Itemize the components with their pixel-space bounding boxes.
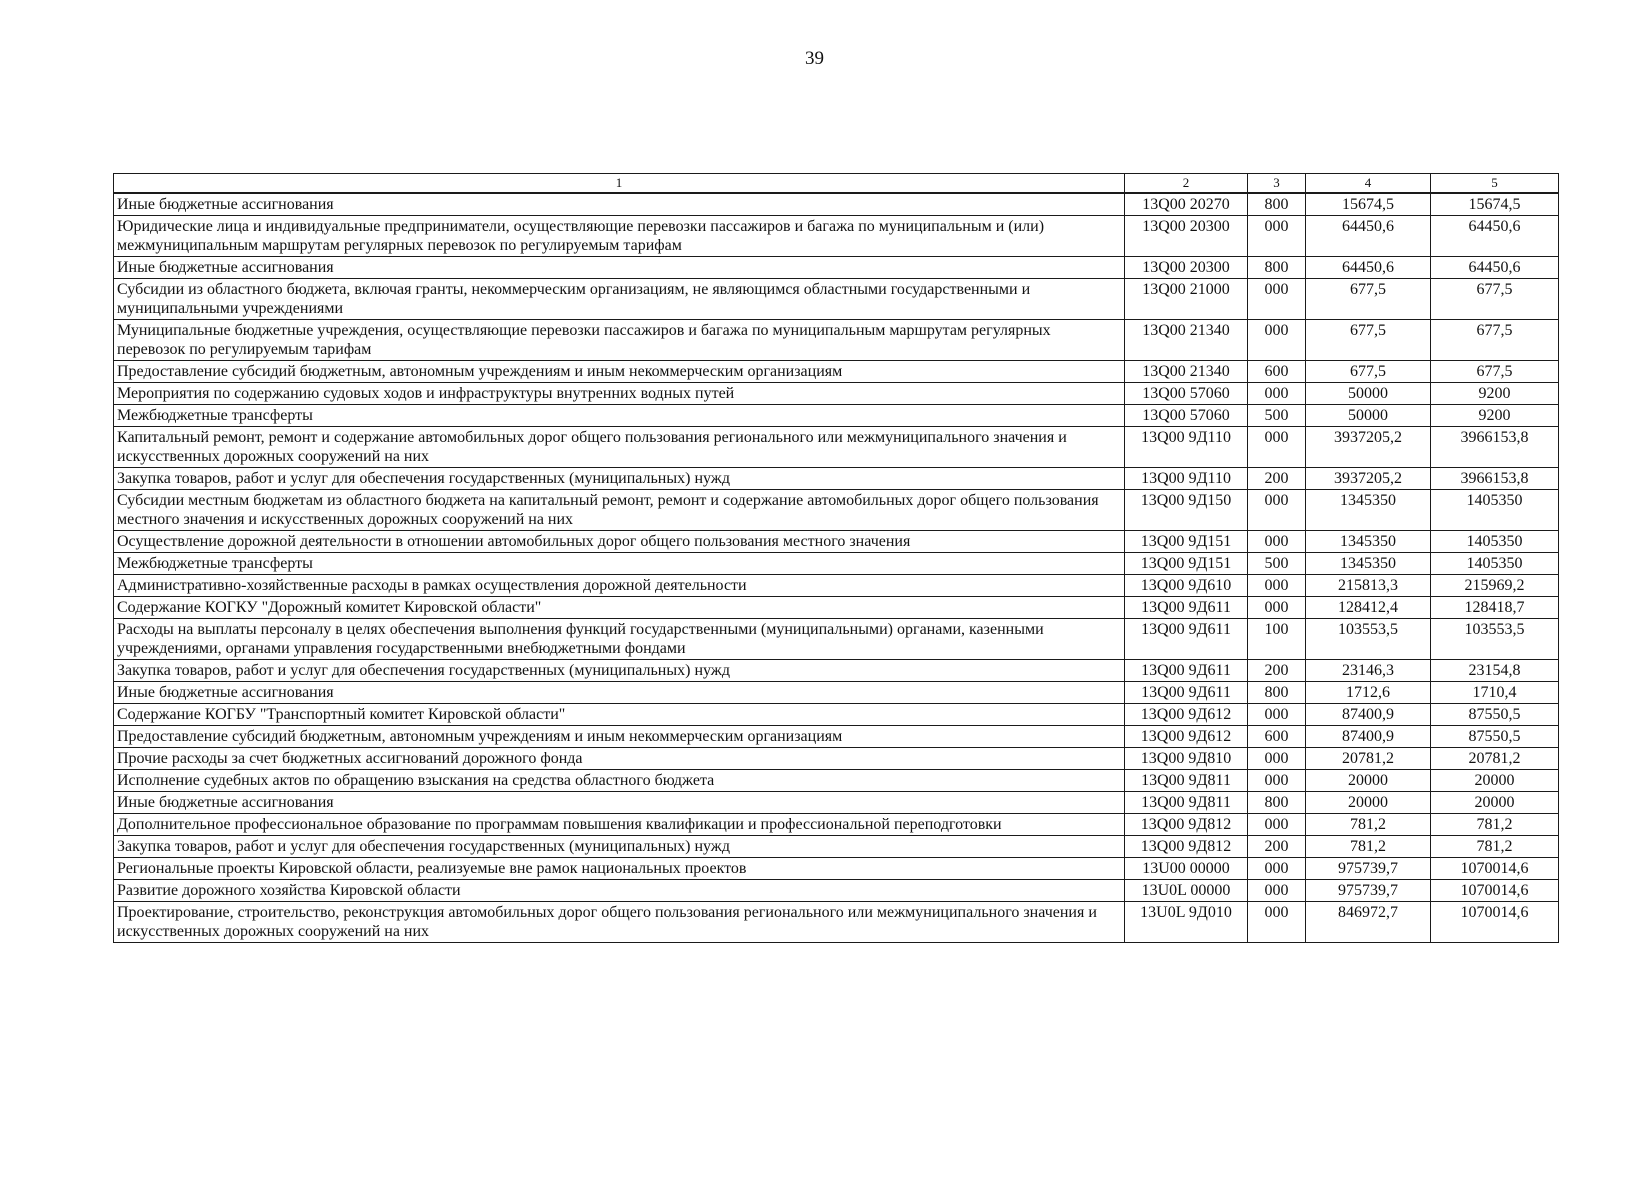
row-code-cell: 13Q00 9Д110 <box>1125 468 1248 490</box>
row-kind-cell: 000 <box>1248 490 1306 531</box>
row-value-col5-cell: 20000 <box>1431 770 1559 792</box>
row-name-cell: Развитие дорожного хозяйства Кировской области <box>114 880 1125 902</box>
row-kind-cell: 600 <box>1248 361 1306 383</box>
row-code-cell: 13Q00 9Д611 <box>1125 682 1248 704</box>
row-code-cell: 13U0L 00000 <box>1125 880 1248 902</box>
row-kind-cell: 000 <box>1248 858 1306 880</box>
row-value-col4-cell: 64450,6 <box>1306 257 1431 279</box>
row-name-cell: Субсидии местным бюджетам из областного бюджета на капитальный ремонт, ремонт и содержание автомобильных дорог общего пользования местного значения и искусственных дорожных сооружений на них <box>114 490 1125 531</box>
row-code-cell: 13Q00 21340 <box>1125 361 1248 383</box>
row-kind-cell: 000 <box>1248 279 1306 320</box>
table-row <box>114 619 1559 660</box>
row-name-cell: Муниципальные бюджетные учреждения, осуществляющие перевозки пассажиров и багажа по муниципальным маршрутам регулярных перевозок по регулируемым тарифам <box>114 320 1125 361</box>
row-value-col4-cell: 3937205,2 <box>1306 427 1431 468</box>
table-row <box>114 880 1559 902</box>
table-row <box>114 361 1559 383</box>
row-value-col4-cell: 20781,2 <box>1306 748 1431 770</box>
row-value-col5-cell: 1405350 <box>1431 553 1559 575</box>
row-name-cell: Содержание КОГБУ "Транспортный комитет Кировской области" <box>114 704 1125 726</box>
table-row <box>114 575 1559 597</box>
column-header-3: 3 <box>1248 174 1306 194</box>
row-value-col5-cell: 677,5 <box>1431 361 1559 383</box>
row-value-col4-cell: 20000 <box>1306 792 1431 814</box>
row-name-cell: Иные бюджетные ассигнования <box>114 682 1125 704</box>
row-code-cell: 13Q00 9Д110 <box>1125 427 1248 468</box>
row-kind-cell: 000 <box>1248 748 1306 770</box>
row-kind-cell: 500 <box>1248 553 1306 575</box>
table-row <box>114 704 1559 726</box>
row-kind-cell: 800 <box>1248 193 1306 216</box>
row-value-col4-cell: 103553,5 <box>1306 619 1431 660</box>
table-row <box>114 814 1559 836</box>
row-kind-cell: 000 <box>1248 575 1306 597</box>
row-name-cell: Межбюджетные трансферты <box>114 405 1125 427</box>
row-code-cell: 13Q00 9Д612 <box>1125 704 1248 726</box>
row-value-col5-cell: 20000 <box>1431 792 1559 814</box>
table-row <box>114 770 1559 792</box>
row-code-cell: 13Q00 9Д611 <box>1125 619 1248 660</box>
row-value-col5-cell: 64450,6 <box>1431 216 1559 257</box>
row-value-col5-cell: 87550,5 <box>1431 726 1559 748</box>
row-value-col4-cell: 781,2 <box>1306 814 1431 836</box>
row-kind-cell: 500 <box>1248 405 1306 427</box>
row-value-col5-cell: 1070014,6 <box>1431 880 1559 902</box>
row-code-cell: 13Q00 9Д812 <box>1125 836 1248 858</box>
row-value-col4-cell: 64450,6 <box>1306 216 1431 257</box>
row-value-col4-cell: 1345350 <box>1306 490 1431 531</box>
row-kind-cell: 100 <box>1248 619 1306 660</box>
row-name-cell: Иные бюджетные ассигнования <box>114 792 1125 814</box>
row-code-cell: 13Q00 57060 <box>1125 383 1248 405</box>
row-value-col5-cell: 15674,5 <box>1431 193 1559 216</box>
table-row <box>114 726 1559 748</box>
row-value-col4-cell: 128412,4 <box>1306 597 1431 619</box>
row-kind-cell: 000 <box>1248 814 1306 836</box>
row-name-cell: Юридические лица и индивидуальные предприниматели, осуществляющие перевозки пассажиров и багажа по муниципальным и (или) межмуниципальным маршрутам регулярных перевозок по регулируемым тарифам <box>114 216 1125 257</box>
row-name-cell: Прочие расходы за счет бюджетных ассигнований дорожного фонда <box>114 748 1125 770</box>
row-name-cell: Межбюджетные трансферты <box>114 553 1125 575</box>
table-row <box>114 553 1559 575</box>
table-body <box>114 193 1559 943</box>
row-kind-cell: 800 <box>1248 257 1306 279</box>
row-value-col4-cell: 3937205,2 <box>1306 468 1431 490</box>
row-value-col5-cell: 3966153,8 <box>1431 427 1559 468</box>
row-code-cell: 13Q00 9Д612 <box>1125 726 1248 748</box>
row-value-col5-cell: 677,5 <box>1431 320 1559 361</box>
row-code-cell: 13Q00 9Д611 <box>1125 597 1248 619</box>
row-value-col4-cell: 87400,9 <box>1306 726 1431 748</box>
budget-table <box>113 173 1559 943</box>
row-code-cell: 13Q00 9Д611 <box>1125 660 1248 682</box>
row-kind-cell: 000 <box>1248 770 1306 792</box>
column-header-2: 2 <box>1125 174 1248 194</box>
table-row <box>114 597 1559 619</box>
row-value-col4-cell: 1345350 <box>1306 531 1431 553</box>
row-code-cell: 13U00 00000 <box>1125 858 1248 880</box>
table-row <box>114 279 1559 320</box>
row-value-col4-cell: 677,5 <box>1306 320 1431 361</box>
row-code-cell: 13Q00 20270 <box>1125 193 1248 216</box>
table-row <box>114 792 1559 814</box>
row-code-cell: 13Q00 21000 <box>1125 279 1248 320</box>
row-code-cell: 13U0L 9Д010 <box>1125 902 1248 943</box>
row-kind-cell: 000 <box>1248 597 1306 619</box>
row-name-cell: Исполнение судебных актов по обращению взыскания на средства областного бюджета <box>114 770 1125 792</box>
row-value-col5-cell: 677,5 <box>1431 279 1559 320</box>
row-code-cell: 13Q00 20300 <box>1125 257 1248 279</box>
row-kind-cell: 000 <box>1248 383 1306 405</box>
row-kind-cell: 000 <box>1248 704 1306 726</box>
row-value-col4-cell: 15674,5 <box>1306 193 1431 216</box>
row-name-cell: Иные бюджетные ассигнования <box>114 257 1125 279</box>
row-name-cell: Дополнительное профессиональное образование по программам повышения квалификации и профессиональной переподготовки <box>114 814 1125 836</box>
column-header-1: 1 <box>114 174 1125 194</box>
row-kind-cell: 800 <box>1248 792 1306 814</box>
row-name-cell: Региональные проекты Кировской области, реализуемые вне рамок национальных проектов <box>114 858 1125 880</box>
table-row <box>114 320 1559 361</box>
row-value-col4-cell: 215813,3 <box>1306 575 1431 597</box>
row-kind-cell: 200 <box>1248 836 1306 858</box>
row-name-cell: Закупка товаров, работ и услуг для обеспечения государственных (муниципальных) нужд <box>114 468 1125 490</box>
row-kind-cell: 000 <box>1248 320 1306 361</box>
row-name-cell: Расходы на выплаты персоналу в целях обеспечения выполнения функций государственными (муниципальными) органами, казенными учреждениями, органами управления государственными внебюджетными фондами <box>114 619 1125 660</box>
row-name-cell: Предоставление субсидий бюджетным, автономным учреждениям и иным некоммерческим организациям <box>114 726 1125 748</box>
row-value-col5-cell: 1070014,6 <box>1431 902 1559 943</box>
table-row <box>114 216 1559 257</box>
row-value-col5-cell: 9200 <box>1431 383 1559 405</box>
row-value-col5-cell: 1710,4 <box>1431 682 1559 704</box>
row-code-cell: 13Q00 9Д812 <box>1125 814 1248 836</box>
row-kind-cell: 000 <box>1248 531 1306 553</box>
page-number: 39 <box>805 48 824 69</box>
row-name-cell: Мероприятия по содержанию судовых ходов и инфраструктуры внутренних водных путей <box>114 383 1125 405</box>
row-code-cell: 13Q00 20300 <box>1125 216 1248 257</box>
row-name-cell: Осуществление дорожной деятельности в отношении автомобильных дорог общего пользования местного значения <box>114 531 1125 553</box>
table-row <box>114 468 1559 490</box>
row-value-col4-cell: 23146,3 <box>1306 660 1431 682</box>
row-value-col5-cell: 781,2 <box>1431 814 1559 836</box>
row-kind-cell: 200 <box>1248 468 1306 490</box>
row-code-cell: 13Q00 9Д151 <box>1125 553 1248 575</box>
row-value-col5-cell: 215969,2 <box>1431 575 1559 597</box>
row-value-col4-cell: 781,2 <box>1306 836 1431 858</box>
row-value-col4-cell: 1712,6 <box>1306 682 1431 704</box>
row-kind-cell: 000 <box>1248 902 1306 943</box>
table-row <box>114 660 1559 682</box>
row-name-cell: Капитальный ремонт, ремонт и содержание автомобильных дорог общего пользования регионального или межмуниципального значения и искусственных дорожных сооружений на них <box>114 427 1125 468</box>
row-name-cell: Административно-хозяйственные расходы в рамках осуществления дорожной деятельности <box>114 575 1125 597</box>
table-row <box>114 902 1559 943</box>
row-code-cell: 13Q00 9Д150 <box>1125 490 1248 531</box>
table-row <box>114 858 1559 880</box>
row-name-cell: Предоставление субсидий бюджетным, автономным учреждениям и иным некоммерческим организациям <box>114 361 1125 383</box>
table-row <box>114 193 1559 216</box>
row-value-col4-cell: 975739,7 <box>1306 858 1431 880</box>
column-header-4: 4 <box>1306 174 1431 194</box>
row-value-col5-cell: 87550,5 <box>1431 704 1559 726</box>
row-value-col4-cell: 846972,7 <box>1306 902 1431 943</box>
row-value-col5-cell: 128418,7 <box>1431 597 1559 619</box>
row-value-col4-cell: 20000 <box>1306 770 1431 792</box>
table-row <box>114 405 1559 427</box>
table-header-row <box>114 174 1559 194</box>
table-row <box>114 531 1559 553</box>
table-row <box>114 836 1559 858</box>
row-value-col4-cell: 50000 <box>1306 383 1431 405</box>
row-code-cell: 13Q00 9Д810 <box>1125 748 1248 770</box>
row-value-col5-cell: 9200 <box>1431 405 1559 427</box>
table-row <box>114 383 1559 405</box>
row-value-col5-cell: 781,2 <box>1431 836 1559 858</box>
row-value-col5-cell: 1405350 <box>1431 490 1559 531</box>
row-value-col5-cell: 1405350 <box>1431 531 1559 553</box>
table-row <box>114 682 1559 704</box>
row-kind-cell: 000 <box>1248 427 1306 468</box>
row-name-cell: Субсидии из областного бюджета, включая гранты, некоммерческим организациям, не являющимся областными государственными и муниципальными учреждениями <box>114 279 1125 320</box>
row-code-cell: 13Q00 21340 <box>1125 320 1248 361</box>
table-row <box>114 490 1559 531</box>
row-kind-cell: 000 <box>1248 880 1306 902</box>
row-kind-cell: 800 <box>1248 682 1306 704</box>
row-name-cell: Проектирование, строительство, реконструкция автомобильных дорог общего пользования регионального или межмуниципального значения и искусственных дорожных сооружений на них <box>114 902 1125 943</box>
column-header-5: 5 <box>1431 174 1559 194</box>
row-value-col5-cell: 3966153,8 <box>1431 468 1559 490</box>
row-value-col4-cell: 677,5 <box>1306 361 1431 383</box>
table-row <box>114 748 1559 770</box>
row-kind-cell: 000 <box>1248 216 1306 257</box>
row-code-cell: 13Q00 57060 <box>1125 405 1248 427</box>
row-value-col4-cell: 87400,9 <box>1306 704 1431 726</box>
row-kind-cell: 200 <box>1248 660 1306 682</box>
table-row <box>114 257 1559 279</box>
row-value-col4-cell: 50000 <box>1306 405 1431 427</box>
row-code-cell: 13Q00 9Д811 <box>1125 792 1248 814</box>
row-value-col5-cell: 23154,8 <box>1431 660 1559 682</box>
row-code-cell: 13Q00 9Д610 <box>1125 575 1248 597</box>
row-name-cell: Закупка товаров, работ и услуг для обеспечения государственных (муниципальных) нужд <box>114 660 1125 682</box>
row-value-col4-cell: 1345350 <box>1306 553 1431 575</box>
row-kind-cell: 600 <box>1248 726 1306 748</box>
row-value-col5-cell: 1070014,6 <box>1431 858 1559 880</box>
row-value-col5-cell: 20781,2 <box>1431 748 1559 770</box>
row-name-cell: Иные бюджетные ассигнования <box>114 193 1125 216</box>
row-code-cell: 13Q00 9Д811 <box>1125 770 1248 792</box>
row-value-col5-cell: 103553,5 <box>1431 619 1559 660</box>
row-value-col4-cell: 975739,7 <box>1306 880 1431 902</box>
row-name-cell: Закупка товаров, работ и услуг для обеспечения государственных (муниципальных) нужд <box>114 836 1125 858</box>
table-row <box>114 427 1559 468</box>
row-name-cell: Содержание КОГКУ "Дорожный комитет Кировской области" <box>114 597 1125 619</box>
row-value-col4-cell: 677,5 <box>1306 279 1431 320</box>
row-value-col5-cell: 64450,6 <box>1431 257 1559 279</box>
row-code-cell: 13Q00 9Д151 <box>1125 531 1248 553</box>
